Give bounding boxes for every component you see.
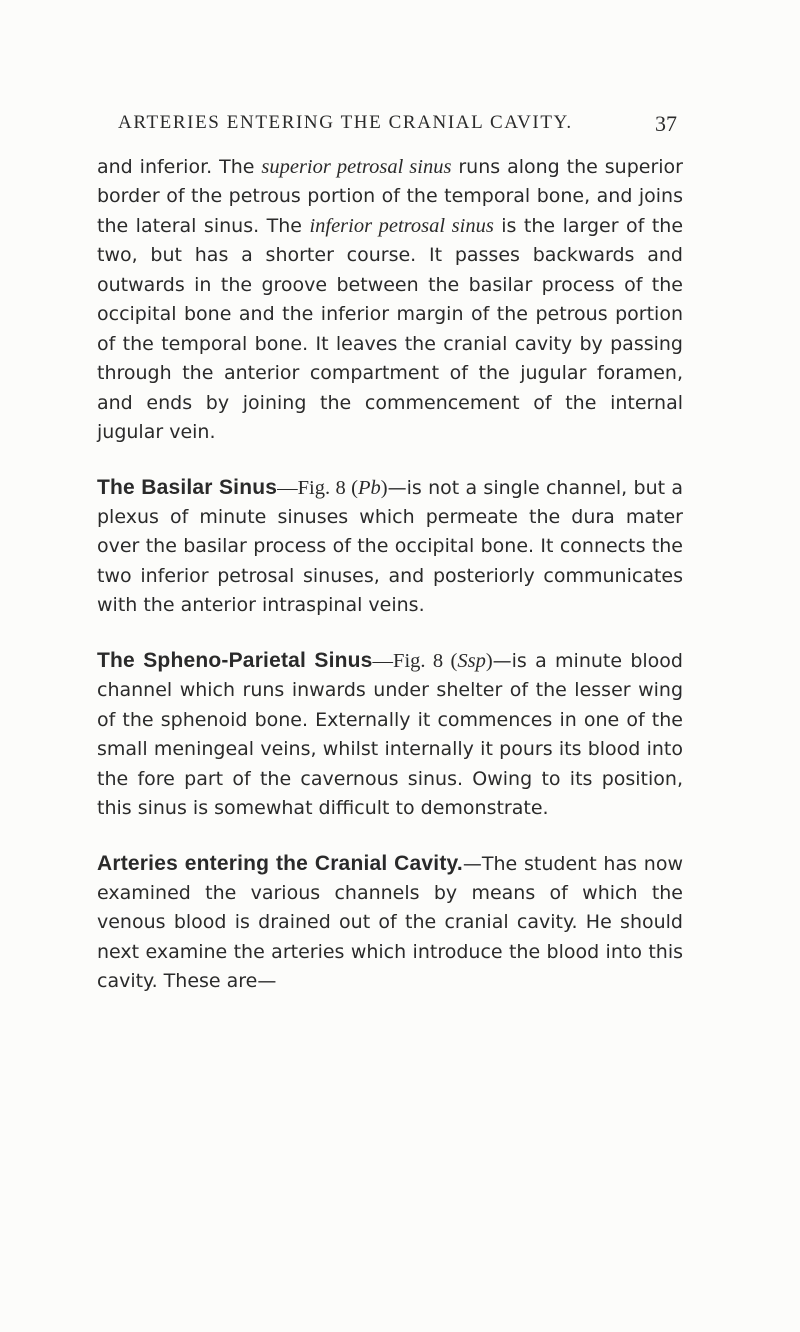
paragraph-spheno-parietal-sinus <box>97 646 683 824</box>
figure-reference: —Fig. 8 ( <box>277 476 358 499</box>
running-head <box>0 110 800 140</box>
paragraph-basilar-sinus <box>97 473 683 621</box>
paragraph-text: —is not a single channel, but a plexus of minute sinuses which permeate the dura mater over the basilar process of the occipital bone. It connects the two inferior petrosal sinuses, and posteriorly communicates with the anterior intraspinal veins. <box>97 476 684 617</box>
paragraph-text: —The student has now examined the various channels by means of which the venous blood is drained out of the cranial cavity. He should next examine the arteries which introduce the blood into this cavity. These are— <box>97 852 683 993</box>
paragraph-text: is the larger of the two, but has a shorter course. It passes backwards and outwards in the groove between the basilar process of the occipital bone and the inferior margin of the petrous portion of the temporal bone. It leaves the cranial cavity by passing through the anterior compartment of the jugular foramen, and ends by joining the commencement of the internal jugular vein. <box>97 214 684 444</box>
paragraph-text: and inferior. The <box>97 156 262 178</box>
page-number: 37 <box>655 111 677 136</box>
figure-reference: —Fig. 8 ( <box>372 649 458 672</box>
paragraph-arteries-entering <box>97 849 683 997</box>
figure-reference-close: ) <box>485 649 493 672</box>
figure-reference-close: ) <box>380 476 388 499</box>
term-superior-petrosal-sinus: superior petrosal sinus <box>261 156 452 178</box>
figure-code: Pb <box>357 476 381 499</box>
paragraph-text: runs along the superior border of the petrous portion of the temporal bone, and joins the lateral sinus. The <box>97 156 683 237</box>
paragraph-text: —is a minute blood channel which runs inwards under shelter of the lesser wing of the sphenoid bone. Externally it commences in one of the small meningeal veins, whilst internally it pours its blood into the fore part of the cavernous sinus. Owing to its position, this sinus is somewhat difficult to demonstrate. <box>97 649 683 820</box>
section-heading: The Basilar Sinus <box>97 475 278 499</box>
section-heading: Arteries entering the Cranial Cavity. <box>97 851 463 875</box>
paragraph-petrosal-sinuses <box>97 153 683 448</box>
running-title: ARTERIES ENTERING THE CRANIAL CAVITY. <box>118 112 573 133</box>
section-heading: The Spheno-Parietal Sinus <box>97 648 373 672</box>
figure-code: Ssp <box>457 649 486 672</box>
body-text <box>97 153 683 997</box>
term-inferior-petrosal-sinus: inferior petrosal sinus <box>309 214 494 237</box>
